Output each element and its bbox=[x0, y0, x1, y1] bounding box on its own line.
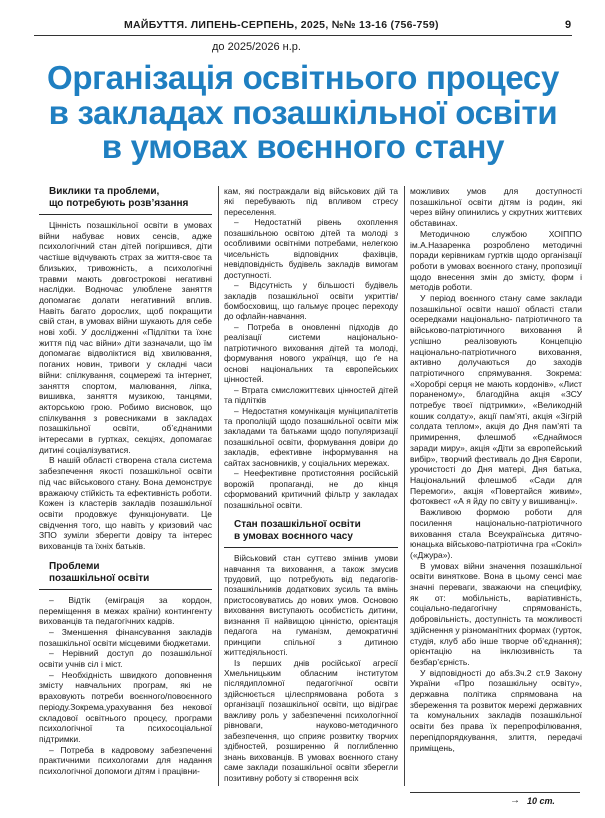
section-heading-problems: Проблеми позашкільної освіти bbox=[49, 560, 150, 584]
arrow-right-icon: → bbox=[510, 795, 520, 806]
section-rule bbox=[224, 547, 398, 548]
paragraph: В нашій області створена стала система забезпечення якості позашкільної освіти під час військового стану. Вона демонструє вражаючу стійкість та ефективність роботи. Кожен із кластерів закладів позашкільної освіти продовжує функціонувати. Це свідчення того, що навіть у кризовий час ЗПО зуміли зберегти довіру та інтерес вихованців та їхніх батьків. bbox=[39, 455, 212, 552]
paragraph: Із перших днів російської агресії Хмельницьким обласним інститутом післядипломної педагогічної освіти здійснюється цілеспрямована робота з організації позашкільної освіти, що відіграє важливу роль у забезпеченні психологічної рівноваги, науково-методичного забезпечення, що сприяє розвитку творчих здібностей, розширенню й поглибленню знань вихованців. В умовах воєнного стану саме заклади позашкільної освіти зберегли позитивну роботу зі створення всіх bbox=[224, 657, 398, 783]
header-rule bbox=[34, 35, 572, 36]
list-item: – Потреба в кадровому забезпеченні практичними психологами для надання психологічної допомоги дітям і працівни- bbox=[39, 744, 212, 777]
paragraph: кам, які постраждали від військових дій та які перебувають під впливом стресу переселення. bbox=[224, 186, 398, 217]
paragraph: У період воєнного стану саме заклади позашкільної освіти нашої області стали осередками національно- патріотичного та військово-патріотичного виховання й успішно реалізовують Концепцію національно-патріотичного виховання, активно долучаються до заходів патріотичного спрямування. Зокрема: «Хоробрі серця не мають кордонів», «Лист пораненому», благодійна акція «ЗСУ потребує твоєї підтримки», «Великодній кошик солдату», акції пам’яті, акція «Зігрій солдата теплом», акція до Дня пам’яті та примирення, флешмоб «Єднаймося заради миру», акція «Діти за європейський вибір», творчий фестиваль до Дня Європи, урочистості до Дня матері, Дня батька, Національний флешмоб «Сади для Перемоги», акція «Повертайся живим», фотоквест «А я йду по світу у вишиванці». bbox=[410, 293, 582, 507]
list-item: – Неефективне протистояння російській ворожій пропаганді, не до кінця сформований критичний фільтр у закладах позашкільної освіти. bbox=[224, 468, 398, 510]
section-heading-state: Стан позашкільної освіти в умовах воєнного часу bbox=[234, 519, 361, 543]
paragraph: Військовий стан суттєво змінив умови навчання та виховання, а також змусив трудовий, що потребують від педагогів-позашкільників додаткових зусиль та вмінь пристосовуватись до нових умов. Основою виховання виступають особистість дитини, визнання її найвищою цінністю, орієнтація педагога на гуманізм, демократичні принципи спільної з дитиною життєдіяльності. bbox=[224, 553, 398, 658]
section-rule bbox=[39, 589, 212, 590]
section-rule bbox=[39, 214, 212, 215]
column-2 bbox=[224, 186, 398, 783]
continued-to-link[interactable]: 10 ст. bbox=[527, 796, 555, 806]
footer-rule bbox=[410, 792, 580, 793]
list-item: – Втрата смисложиттєвих цінностей дітей та підлітків bbox=[224, 384, 398, 406]
paragraph: Цінність позашкільної освіти в умовах війни набуває нових сенсів, адже психологічний стан дітей погіршився, діти частіше відчувають страх за життя-своє та близьких, тривожність, а психологічні травми мають довгострокові негативні наслідки. Водночас улюблене заняття допомагає долати негативний вплив. Навіть багато дорослих, щоб покращити свій стан, в умовах війни шукають для себе нові хобі. У дослідженні «Підлітки та їхнє життя під час війни» діти зазначали, що їм допомагає відволіктися від хвилювання, поганих новин, тривоги у складні часи війни: спілкування, соцмережі та інтернет, заняття спортом, малювання, ліпка, вишивка, заняття музикою, танцями, акторською грою. Робимо висновок, що спілкування з ровесниками в закладах позашкільної освіти, об’єднаними інтересами в гуртках, секціях, допомагає дитині соціалізуватися. bbox=[39, 220, 212, 455]
page-number: 9 bbox=[565, 19, 572, 31]
article-title: Організація освітнього процесу в закладах позашкільної освіти в умовах воєнного стану bbox=[46, 59, 560, 165]
paragraph: В умовах війни значення позашкільної освіти виняткове. Вона в цьому сенсі має значні переваги, зважаючи на специфіку, як от: мобільність, варіативність, соціально-педагогічну спрямованість, добровільність, доступність та можливості здійснення у різноманітних формах (гурток, студія, клуб або інше творче об’єднання); орієнтацію на інклюзивність та безбар’єрність. bbox=[410, 560, 582, 667]
list-item: – Нерівний доступ до позашкільної освіти учнів сіл і міст. bbox=[39, 648, 212, 670]
list-item: – Потреба в оновленні підходів до реалізації системи національно-патріотичного виховання дітей та молоді, формування нового українця, що ґе на основі національних та європейських цінностей. bbox=[224, 321, 398, 385]
column-1 bbox=[39, 186, 212, 777]
paragraph: Важливою формою роботи для посилення національно-патріотичного виховання стала Всеукраїнська дитячо-юнацька військово-патріотична гра «Сокіл» («Джура»). bbox=[410, 507, 582, 560]
column-divider bbox=[404, 186, 405, 786]
paragraph: Методичною службою ХОІППО ім.А.Назаренка розроблено методичні поради керівникам гуртків щодо організації роботи в умовах воєнного стану, пропозиції щодо внесення змін до змісту, форм і методів роботи. bbox=[410, 228, 582, 293]
column-3 bbox=[410, 186, 582, 753]
list-item: – Відсутність у більшості будівель закладів позашкільної освіти укриттів/бомбосховищ, що гальмує процес переходу до офлайн-навчання. bbox=[224, 280, 398, 322]
section-heading-challenges: Виклики та проблеми, що потребують розв’язання bbox=[49, 186, 189, 209]
column-divider bbox=[218, 186, 219, 786]
list-item: – Недостатній рівень охоплення позашкільною освітою дітей та молоді з особливими освітніми потребами, нелегкою чисельність відповідних фахівців, невідповідність будівель закладів вимогам доступності. bbox=[224, 217, 398, 280]
list-item: – Відтік (еміграція за кордон, переміщення в межах країни) контингенту вихованців та педагогічних кадрів. bbox=[39, 594, 212, 627]
paragraph: можливих умов для доступності позашкільної освіти дітям із родин, які через війну опинились у скрутних життєвих обставинах. bbox=[410, 186, 582, 229]
continued-from-text: до 2025/2026 н.р. bbox=[212, 41, 301, 53]
list-item: – Зменшення фінансування закладів позашкільної освіти місцевими бюджетами. bbox=[39, 626, 212, 648]
paragraph: У відповідності до абз.3ч.2 ст.9 Закону України «Про позашкільну освіту», державна політика спрямована на збереження та розвиток мережі державних та комунальних закладів позашкільної освіти без права їх перепрофілювання, перепідпорядкування, злиття, передачі приміщень, bbox=[410, 667, 582, 753]
list-item: – Недостатня комунікація муніципалітетів та прополіцій щодо позашкільної освіти між закладами та батьками щодо популяризації позашкільної освіти, формування довіри до закладів, ефективне інформування на сайтах засновників, у соціальних мережах. bbox=[224, 405, 398, 468]
list-item: – Необхідність швидкого доповнення змісту навчальних програм, які не враховують потреби воєнного/повоєнного періоду.Зокрема,урахування без некової складової освітнього процесу, програми психологічної та психосоціальної підтримки. bbox=[39, 669, 212, 744]
running-head: МАЙБУТТЯ. ЛИПЕНЬ-СЕРПЕНЬ, 2025, №№ 13-16 (756-759) bbox=[124, 19, 439, 31]
